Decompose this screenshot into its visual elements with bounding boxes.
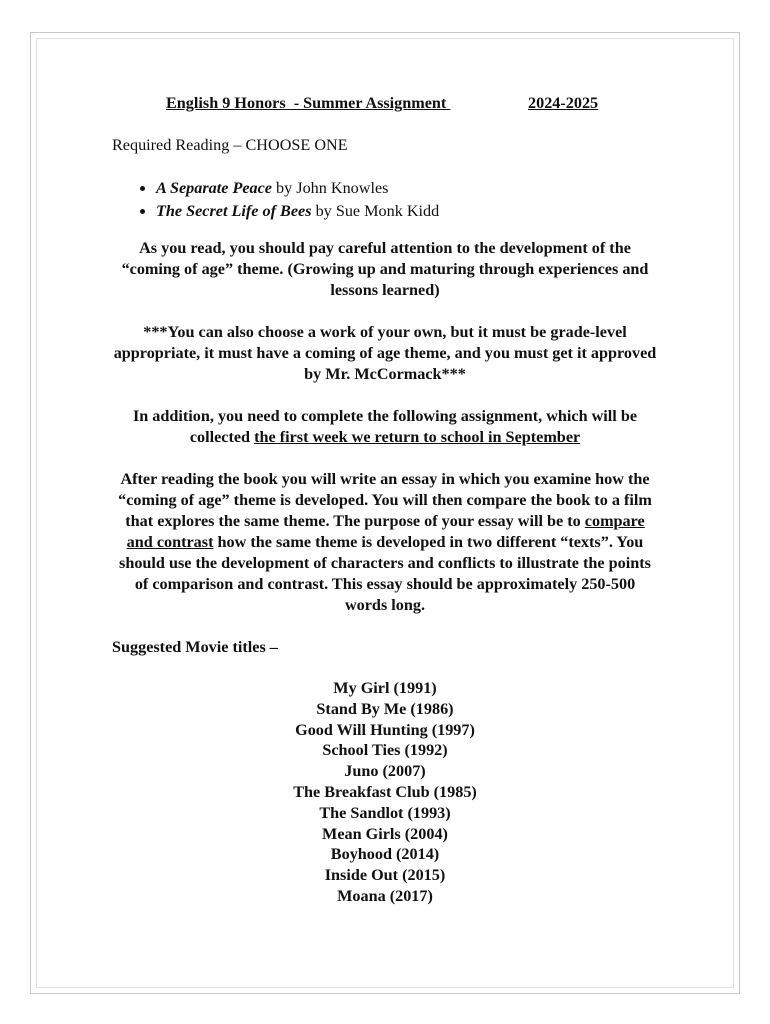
title-row <box>112 93 658 115</box>
school-year: 2024-2025 <box>528 94 599 112</box>
theme-paragraph: As you read, you should pay careful attention to the development of the “coming of age” theme. (Growing up and maturing through experiences and lessons learned) <box>121 239 649 299</box>
movie-item: The Breakfast Club (1985) <box>293 782 477 801</box>
movie-item: Boyhood (2014) <box>330 845 440 864</box>
addition-text: In addition, you need to complete the following assignment, which will be collected <box>132 407 638 446</box>
document-body <box>112 93 658 907</box>
movie-item: Juno (2007) <box>344 762 426 781</box>
movie-item: The Sandlot (1993) <box>319 803 451 822</box>
book-title: The Secret Life of Bees <box>156 202 312 220</box>
document-title: English 9 Honors - Summer Assignment <box>166 94 451 112</box>
movie-item: Mean Girls (2004) <box>322 824 448 843</box>
essay-emphasis: compare and contrast <box>126 512 645 551</box>
own-choice-paragraph: ***You can also choose a work of your own, but it must be grade-level appropriate, it must have a coming of age theme, and you must get it approved by Mr. McCormack*** <box>113 323 657 383</box>
addition-paragraph <box>112 406 658 448</box>
movie-item: Moana (2017) <box>337 886 433 905</box>
book-item <box>156 177 658 200</box>
movie-item: My Girl (1991) <box>333 679 437 697</box>
book-title: A Separate Peace <box>156 179 272 197</box>
essay-text-start: After reading the book you will write an essay in which you examine how the “coming of age” theme is developed. You will then compare the book to a film that explores the same theme. The purpose of your essay will be to <box>118 470 652 530</box>
movie-list <box>112 678 658 907</box>
essay-paragraph <box>112 469 658 616</box>
essay-text-end: how the same theme is developed in two different “texts”. You should use the development of characters and conflicts to illustrate the points of comparison and contrast. This essay should be approximately 250-500 words long. <box>119 533 651 614</box>
book-author: by Sue Monk Kidd <box>311 202 440 220</box>
movie-item: Good Will Hunting (1997) <box>295 720 475 739</box>
required-reading-label: Required Reading – CHOOSE ONE <box>112 136 348 154</box>
movie-item: Stand By Me (1986) <box>316 699 454 718</box>
book-item <box>156 200 658 223</box>
book-author: by John Knowles <box>271 179 389 197</box>
movie-item: School Ties (1992) <box>322 741 448 760</box>
due-date: the first week we return to school in September <box>254 428 581 446</box>
movie-item: Inside Out (2015) <box>324 866 446 885</box>
suggested-movies-label: Suggested Movie titles – <box>112 638 278 656</box>
book-list <box>112 177 658 223</box>
